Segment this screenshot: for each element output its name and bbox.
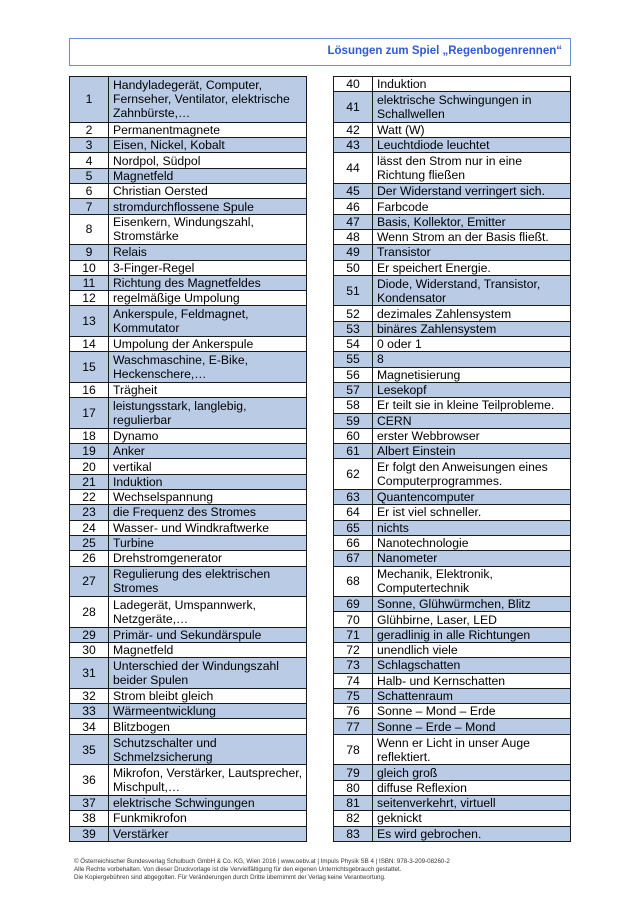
row-number: 10	[70, 260, 109, 275]
row-number: 35	[70, 734, 109, 765]
row-answer: Transistor	[373, 245, 571, 260]
row-answer: Schutzschalter und Schmelzsicherung	[109, 734, 307, 765]
row-answer: regelmäßige Umpolung	[109, 291, 307, 306]
table-row	[70, 551, 307, 566]
row-number: 44	[334, 153, 373, 184]
row-answer: Wenn er Licht in unser Auge reflektiert.	[373, 734, 571, 765]
table-row	[70, 122, 307, 137]
row-answer: Quantencomputer	[373, 490, 571, 505]
row-number: 74	[334, 673, 373, 688]
table-row	[334, 765, 571, 780]
row-answer: Der Widerstand verringert sich.	[373, 184, 571, 199]
row-answer: 0 oder 1	[373, 337, 571, 352]
table-row	[334, 704, 571, 719]
row-number: 77	[334, 719, 373, 734]
row-number: 81	[334, 795, 373, 810]
table-row	[70, 688, 307, 703]
table-row	[334, 551, 571, 566]
row-number: 30	[70, 642, 109, 657]
row-number: 2	[70, 122, 109, 137]
row-number: 29	[70, 627, 109, 642]
table-row	[70, 199, 307, 214]
table-row	[334, 627, 571, 642]
row-number: 18	[70, 428, 109, 443]
table-row	[334, 780, 571, 795]
row-answer: elektrische Schwingungen in Schallwellen	[373, 92, 571, 123]
row-number: 40	[334, 77, 373, 92]
footer-line: © Österreichischer Bundesverlag Schulbuch GmbH & Co. KG, Wien 2016 | www.oebv.at | Impuls Physik SB 4 | ISBN: 978-3-209-08260-2	[74, 858, 450, 865]
table-row	[334, 520, 571, 535]
row-answer: stromdurchflossene Spule	[109, 199, 307, 214]
row-answer: Induktion	[109, 474, 307, 489]
table-row	[334, 352, 571, 367]
row-answer: die Frequenz des Stromes	[109, 505, 307, 520]
row-number: 58	[334, 398, 373, 413]
table-row	[334, 642, 571, 657]
row-answer: Turbine	[109, 535, 307, 550]
header-box	[69, 38, 571, 66]
row-number: 64	[334, 505, 373, 520]
row-number: 26	[70, 551, 109, 566]
row-number: 82	[334, 811, 373, 826]
table-row	[334, 459, 571, 490]
table-row	[334, 612, 571, 627]
row-answer: Magnetfeld	[109, 642, 307, 657]
row-answer: nichts	[373, 520, 571, 535]
row-number: 46	[334, 199, 373, 214]
table-row	[70, 535, 307, 550]
row-answer: Schlagschatten	[373, 658, 571, 673]
row-number: 34	[70, 719, 109, 734]
table-row	[334, 184, 571, 199]
table-row	[70, 444, 307, 459]
table-row	[334, 382, 571, 397]
table-row	[334, 826, 571, 841]
row-answer: Nordpol, Südpol	[109, 153, 307, 168]
row-number: 9	[70, 245, 109, 260]
table-row	[334, 811, 571, 826]
solutions-table-right	[333, 76, 571, 842]
row-answer: diffuse Reflexion	[373, 780, 571, 795]
row-answer: Funkmikrofon	[109, 811, 307, 826]
row-number: 24	[70, 520, 109, 535]
row-answer: Christian Oersted	[109, 184, 307, 199]
row-number: 36	[70, 765, 109, 796]
row-answer: dezimales Zahlensystem	[373, 306, 571, 321]
row-number: 59	[334, 413, 373, 428]
row-number: 32	[70, 688, 109, 703]
row-answer: Er ist viel schneller.	[373, 505, 571, 520]
row-number: 4	[70, 153, 109, 168]
row-answer: Wenn Strom an der Basis fließt.	[373, 229, 571, 244]
row-answer: Handyladegerät, Computer, Fernseher, Ventilator, elektrische Zahnbürste,…	[109, 77, 307, 123]
row-answer: Es wird gebrochen.	[373, 826, 571, 841]
table-row	[334, 658, 571, 673]
row-answer: Nanometer	[373, 551, 571, 566]
row-answer: Eisen, Nickel, Kobalt	[109, 138, 307, 153]
table-row	[334, 535, 571, 550]
table-row	[70, 459, 307, 474]
table-row	[334, 566, 571, 597]
row-number: 70	[334, 612, 373, 627]
table-row	[70, 168, 307, 183]
row-number: 55	[334, 352, 373, 367]
row-number: 48	[334, 229, 373, 244]
row-number: 11	[70, 275, 109, 290]
row-answer: leistungsstark, langlebig, regulierbar	[109, 398, 307, 429]
row-number: 27	[70, 566, 109, 597]
row-answer: lässt den Strom nur in eine Richtung fließen	[373, 153, 571, 184]
row-answer: Ladegerät, Umspannwerk, Netzgeräte,…	[109, 597, 307, 628]
row-answer: Lesekopf	[373, 382, 571, 397]
row-number: 75	[334, 688, 373, 703]
row-answer: Induktion	[373, 77, 571, 92]
row-answer: vertikal	[109, 459, 307, 474]
row-answer: Drehstromgenerator	[109, 551, 307, 566]
table-row	[334, 321, 571, 336]
row-answer: Farbcode	[373, 199, 571, 214]
table-row	[70, 382, 307, 397]
row-number: 56	[334, 367, 373, 382]
table-row	[334, 199, 571, 214]
row-number: 14	[70, 337, 109, 352]
row-number: 8	[70, 214, 109, 245]
row-answer: gleich groß	[373, 765, 571, 780]
table-row	[334, 597, 571, 612]
table-row	[70, 260, 307, 275]
row-answer: erster Webbrowser	[373, 428, 571, 443]
row-number: 25	[70, 535, 109, 550]
row-answer: CERN	[373, 413, 571, 428]
row-number: 53	[334, 321, 373, 336]
row-number: 20	[70, 459, 109, 474]
row-number: 80	[334, 780, 373, 795]
row-number: 66	[334, 535, 373, 550]
solutions-table-left-body	[70, 77, 307, 842]
row-number: 51	[334, 275, 373, 306]
table-row	[70, 291, 307, 306]
row-answer: Anker	[109, 444, 307, 459]
row-number: 65	[334, 520, 373, 535]
row-number: 5	[70, 168, 109, 183]
copyright-footer	[74, 858, 450, 882]
row-number: 13	[70, 306, 109, 337]
table-row	[334, 444, 571, 459]
row-answer: Leuchtdiode leuchtet	[373, 138, 571, 153]
row-number: 37	[70, 795, 109, 810]
row-number: 28	[70, 597, 109, 628]
table-row	[70, 77, 307, 123]
footer-line: Die Kopiergebühren sind abgegolten. Für Veränderungen durch Dritte übernimmt der Verlag keine Verantwortung.	[74, 874, 386, 881]
table-row	[70, 627, 307, 642]
row-answer: Trägheit	[109, 382, 307, 397]
table-row	[334, 153, 571, 184]
row-answer: Wärmeentwicklung	[109, 704, 307, 719]
row-answer: Er teilt sie in kleine Teilprobleme.	[373, 398, 571, 413]
row-number: 69	[334, 597, 373, 612]
row-number: 3	[70, 138, 109, 153]
table-row	[70, 214, 307, 245]
row-answer: seitenverkehrt, virtuell	[373, 795, 571, 810]
row-answer: Halb- und Kernschatten	[373, 673, 571, 688]
table-row	[334, 688, 571, 703]
row-number: 57	[334, 382, 373, 397]
row-answer: Nanotechnologie	[373, 535, 571, 550]
row-number: 67	[334, 551, 373, 566]
row-answer: Permanentmagnete	[109, 122, 307, 137]
table-row	[334, 275, 571, 306]
row-answer: elektrische Schwingungen	[109, 795, 307, 810]
solutions-table-right-body	[334, 77, 571, 842]
row-answer: Sonne – Erde – Mond	[373, 719, 571, 734]
table-row	[70, 704, 307, 719]
row-number: 12	[70, 291, 109, 306]
row-answer: Basis, Kollektor, Emitter	[373, 214, 571, 229]
row-number: 61	[334, 444, 373, 459]
row-number: 72	[334, 642, 373, 657]
row-answer: 3-Finger-Regel	[109, 260, 307, 275]
table-row	[70, 597, 307, 628]
table-row	[334, 428, 571, 443]
table-row	[334, 229, 571, 244]
row-number: 43	[334, 138, 373, 153]
table-row	[334, 505, 571, 520]
row-number: 19	[70, 444, 109, 459]
row-number: 62	[334, 459, 373, 490]
row-answer: Albert Einstein	[373, 444, 571, 459]
row-answer: Regulierung des elektrischen Stromes	[109, 566, 307, 597]
row-number: 17	[70, 398, 109, 429]
row-answer: Relais	[109, 245, 307, 260]
table-row	[334, 306, 571, 321]
table-row	[70, 566, 307, 597]
row-number: 6	[70, 184, 109, 199]
table-row	[70, 490, 307, 505]
row-answer: Wechselspannung	[109, 490, 307, 505]
row-number: 63	[334, 490, 373, 505]
table-row	[334, 122, 571, 137]
solutions-table-left	[69, 76, 307, 842]
row-number: 21	[70, 474, 109, 489]
row-answer: Mikrofon, Verstärker, Lautsprecher, Mischpult,…	[109, 765, 307, 796]
row-answer: 8	[373, 352, 571, 367]
table-row	[334, 719, 571, 734]
table-row	[334, 260, 571, 275]
row-answer: Sonne, Glühwürmchen, Blitz	[373, 597, 571, 612]
row-answer: binäres Zahlensystem	[373, 321, 571, 336]
table-row	[70, 398, 307, 429]
table-row	[334, 673, 571, 688]
table-row	[70, 474, 307, 489]
table-row	[70, 795, 307, 810]
row-answer: Schattenraum	[373, 688, 571, 703]
row-answer: Glühbirne, Laser, LED	[373, 612, 571, 627]
row-number: 73	[334, 658, 373, 673]
row-number: 42	[334, 122, 373, 137]
row-answer: Er folgt den Anweisungen eines Computerprogrammes.	[373, 459, 571, 490]
row-number: 31	[70, 658, 109, 689]
table-row	[70, 520, 307, 535]
table-row	[70, 826, 307, 841]
table-row	[70, 138, 307, 153]
table-row	[334, 92, 571, 123]
table-row	[334, 367, 571, 382]
row-answer: Unterschied der Windungszahl beider Spulen	[109, 658, 307, 689]
row-number: 15	[70, 352, 109, 383]
row-number: 71	[334, 627, 373, 642]
table-row	[334, 734, 571, 765]
row-answer: Magnetisierung	[373, 367, 571, 382]
table-row	[70, 306, 307, 337]
row-answer: Waschmaschine, E-Bike, Heckenschere,…	[109, 352, 307, 383]
row-answer: Verstärker	[109, 826, 307, 841]
row-number: 1	[70, 77, 109, 123]
row-number: 41	[334, 92, 373, 123]
table-row	[70, 184, 307, 199]
table-row	[70, 352, 307, 383]
row-number: 78	[334, 734, 373, 765]
table-row	[70, 275, 307, 290]
row-number: 68	[334, 566, 373, 597]
table-row	[334, 490, 571, 505]
table-row	[334, 214, 571, 229]
row-answer: Dynamo	[109, 428, 307, 443]
row-number: 60	[334, 428, 373, 443]
row-number: 47	[334, 214, 373, 229]
table-row	[334, 795, 571, 810]
row-number: 22	[70, 490, 109, 505]
table-row	[70, 719, 307, 734]
row-number: 83	[334, 826, 373, 841]
table-row	[70, 153, 307, 168]
row-number: 79	[334, 765, 373, 780]
table-row	[334, 337, 571, 352]
row-answer: Watt (W)	[373, 122, 571, 137]
table-row	[70, 428, 307, 443]
table-row	[70, 765, 307, 796]
table-row	[334, 77, 571, 92]
row-answer: Richtung des Magnetfeldes	[109, 275, 307, 290]
table-row	[70, 811, 307, 826]
row-number: 52	[334, 306, 373, 321]
table-row	[70, 505, 307, 520]
row-number: 7	[70, 199, 109, 214]
row-number: 54	[334, 337, 373, 352]
row-answer: Primär- und Sekundärspule	[109, 627, 307, 642]
row-answer: Wasser- und Windkraftwerke	[109, 520, 307, 535]
row-number: 16	[70, 382, 109, 397]
table-row	[70, 245, 307, 260]
row-answer: Ankerspule, Feldmagnet, Kommutator	[109, 306, 307, 337]
row-answer: Diode, Widerstand, Transistor, Kondensator	[373, 275, 571, 306]
row-answer: Umpolung der Ankerspule	[109, 337, 307, 352]
row-number: 23	[70, 505, 109, 520]
row-answer: Mechanik, Elektronik, Computertechnik	[373, 566, 571, 597]
row-number: 76	[334, 704, 373, 719]
row-number: 49	[334, 245, 373, 260]
row-answer: geknickt	[373, 811, 571, 826]
footer-line: Alle Rechte vorbehalten. Von dieser Druckvorlage ist die Vervielfältigung für den eigenen Unterrichtsgebrauch gestattet.	[74, 866, 402, 873]
row-answer: unendlich viele	[373, 642, 571, 657]
table-row	[70, 734, 307, 765]
table-row	[70, 337, 307, 352]
row-number: 39	[70, 826, 109, 841]
page-title: Lösungen zum Spiel „Regenbogenrennen“	[327, 45, 562, 57]
table-row	[334, 245, 571, 260]
row-answer: Eisenkern, Windungszahl, Stromstärke	[109, 214, 307, 245]
table-row	[70, 642, 307, 657]
row-answer: Strom bleibt gleich	[109, 688, 307, 703]
row-answer: geradlinig in alle Richtungen	[373, 627, 571, 642]
table-row	[334, 413, 571, 428]
row-answer: Magnetfeld	[109, 168, 307, 183]
table-row	[70, 658, 307, 689]
row-answer: Blitzbogen	[109, 719, 307, 734]
table-row	[334, 138, 571, 153]
row-number: 33	[70, 704, 109, 719]
row-answer: Sonne – Mond – Erde	[373, 704, 571, 719]
row-number: 45	[334, 184, 373, 199]
row-number: 50	[334, 260, 373, 275]
table-row	[334, 398, 571, 413]
row-answer: Er speichert Energie.	[373, 260, 571, 275]
row-number: 38	[70, 811, 109, 826]
